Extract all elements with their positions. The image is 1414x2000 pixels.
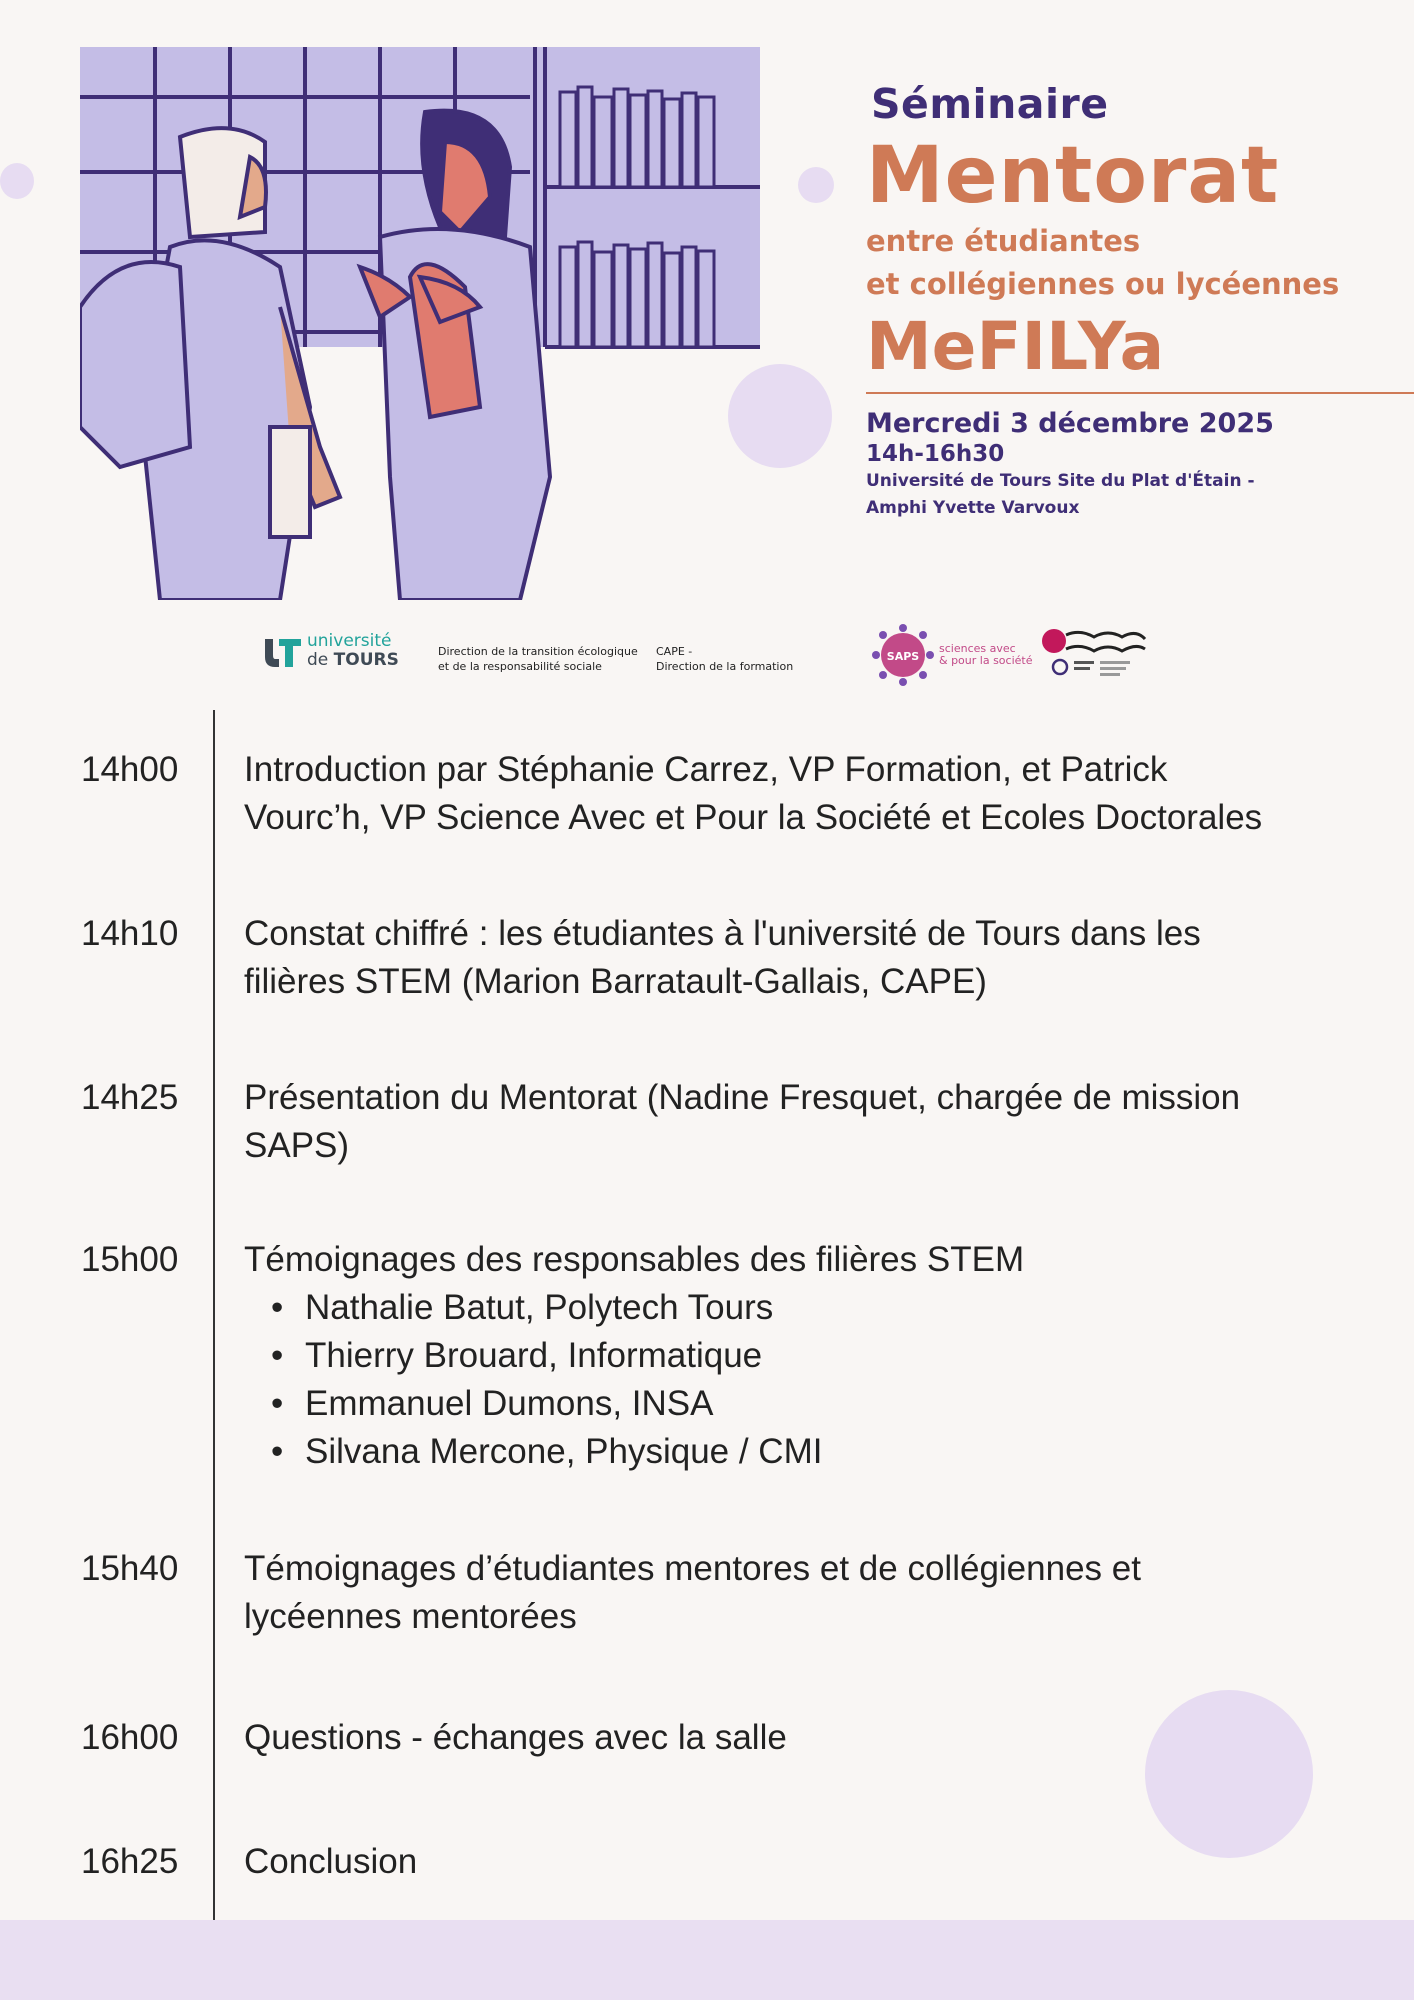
ut-text-line1: université xyxy=(307,631,392,651)
agenda-time: 14h00 xyxy=(81,750,179,789)
event-place-line2: Amphi Yvette Varvoux xyxy=(866,498,1080,518)
agenda-description: Constat chiffré : les étudiantes à l'université de Tours dans les filières STEM (Marion Barratault-Gallais, CAPE) xyxy=(244,914,1201,1001)
seminar-label: Séminaire xyxy=(871,80,1109,128)
partner-logos xyxy=(0,615,1414,695)
speaker-list xyxy=(244,1284,1324,1476)
agenda-time: 16h25 xyxy=(81,1842,179,1881)
event-header xyxy=(866,80,1414,521)
saps-logo: SAPS sciences avec & pour la société xyxy=(871,623,1032,687)
event-place-line1: Université de Tours Site du Plat d'Étain - xyxy=(866,471,1255,491)
ut-text-line2: de TOURS xyxy=(307,650,399,670)
event-subtitle-line1: entre étudiantes xyxy=(866,224,1141,258)
event-title: Mentorat xyxy=(866,131,1280,221)
agenda-time: 16h00 xyxy=(81,1718,179,1757)
decorative-dot-left xyxy=(0,163,34,199)
tecpee-mark-icon xyxy=(1040,627,1150,687)
agenda-description: Présentation du Mentorat (Nadine Fresquet, chargée de mission SAPS) xyxy=(244,1078,1241,1165)
cape-logo-text: CAPE - Direction de la formation xyxy=(656,645,794,673)
event-subtitle-line2: et collégiennes ou lycéennes xyxy=(866,267,1340,301)
agenda-time: 14h10 xyxy=(81,914,179,953)
agenda-description: Témoignages des responsables des filières STEM • Nathalie Batut, Polytech Tours • Thierry Brouard, Informatique • Emmanuel Dumons, INSA • Silvana Mercone, Physique / CMI xyxy=(244,1236,1324,1476)
event-date: Mercredi 3 décembre 2025 xyxy=(866,408,1274,439)
speaker-list-item: • Nathalie Batut, Polytech Tours xyxy=(305,1284,1324,1332)
agenda-description: Conclusion xyxy=(244,1842,418,1881)
dtes-logo-text: Direction de la transition écologique et de la responsabilité sociale xyxy=(438,645,638,673)
agenda-description: Introduction par Stéphanie Carrez, VP Formation, et Patrick Vourc’h, VP Science Avec et Pour la Société et Ecoles Doctorales xyxy=(244,750,1263,837)
event-time: 14h-16h30 xyxy=(866,441,1005,467)
saps-badge-icon xyxy=(871,623,935,687)
agenda-time: 14h25 xyxy=(81,1078,179,1117)
decorative-dot-top xyxy=(798,167,834,203)
agenda-timeline-line xyxy=(213,710,215,1920)
bottom-band xyxy=(0,1920,1414,2000)
ut-mark-icon xyxy=(261,631,303,671)
speaker-list-item: • Silvana Mercone, Physique / CMI xyxy=(305,1428,1324,1476)
agenda-description: Témoignages d’étudiantes mentores et de collégiennes et lycéennes mentorées xyxy=(244,1549,1141,1636)
speaker-list-item: • Emmanuel Dumons, INSA xyxy=(305,1380,1324,1428)
illustration-two-women xyxy=(80,47,760,600)
tecpee-logo xyxy=(1040,627,1150,691)
svg-text:SAPS: SAPS xyxy=(886,650,920,663)
universite-de-tours-logo xyxy=(261,631,399,671)
speaker-list-item: • Thierry Brouard, Informatique xyxy=(305,1332,1324,1380)
agenda-description: Questions - échanges avec la salle xyxy=(244,1718,787,1757)
event-acronym: MeFILYa xyxy=(866,308,1165,385)
agenda-time: 15h40 xyxy=(81,1549,179,1588)
agenda-time: 15h00 xyxy=(81,1240,179,1279)
header-divider xyxy=(866,392,1414,394)
